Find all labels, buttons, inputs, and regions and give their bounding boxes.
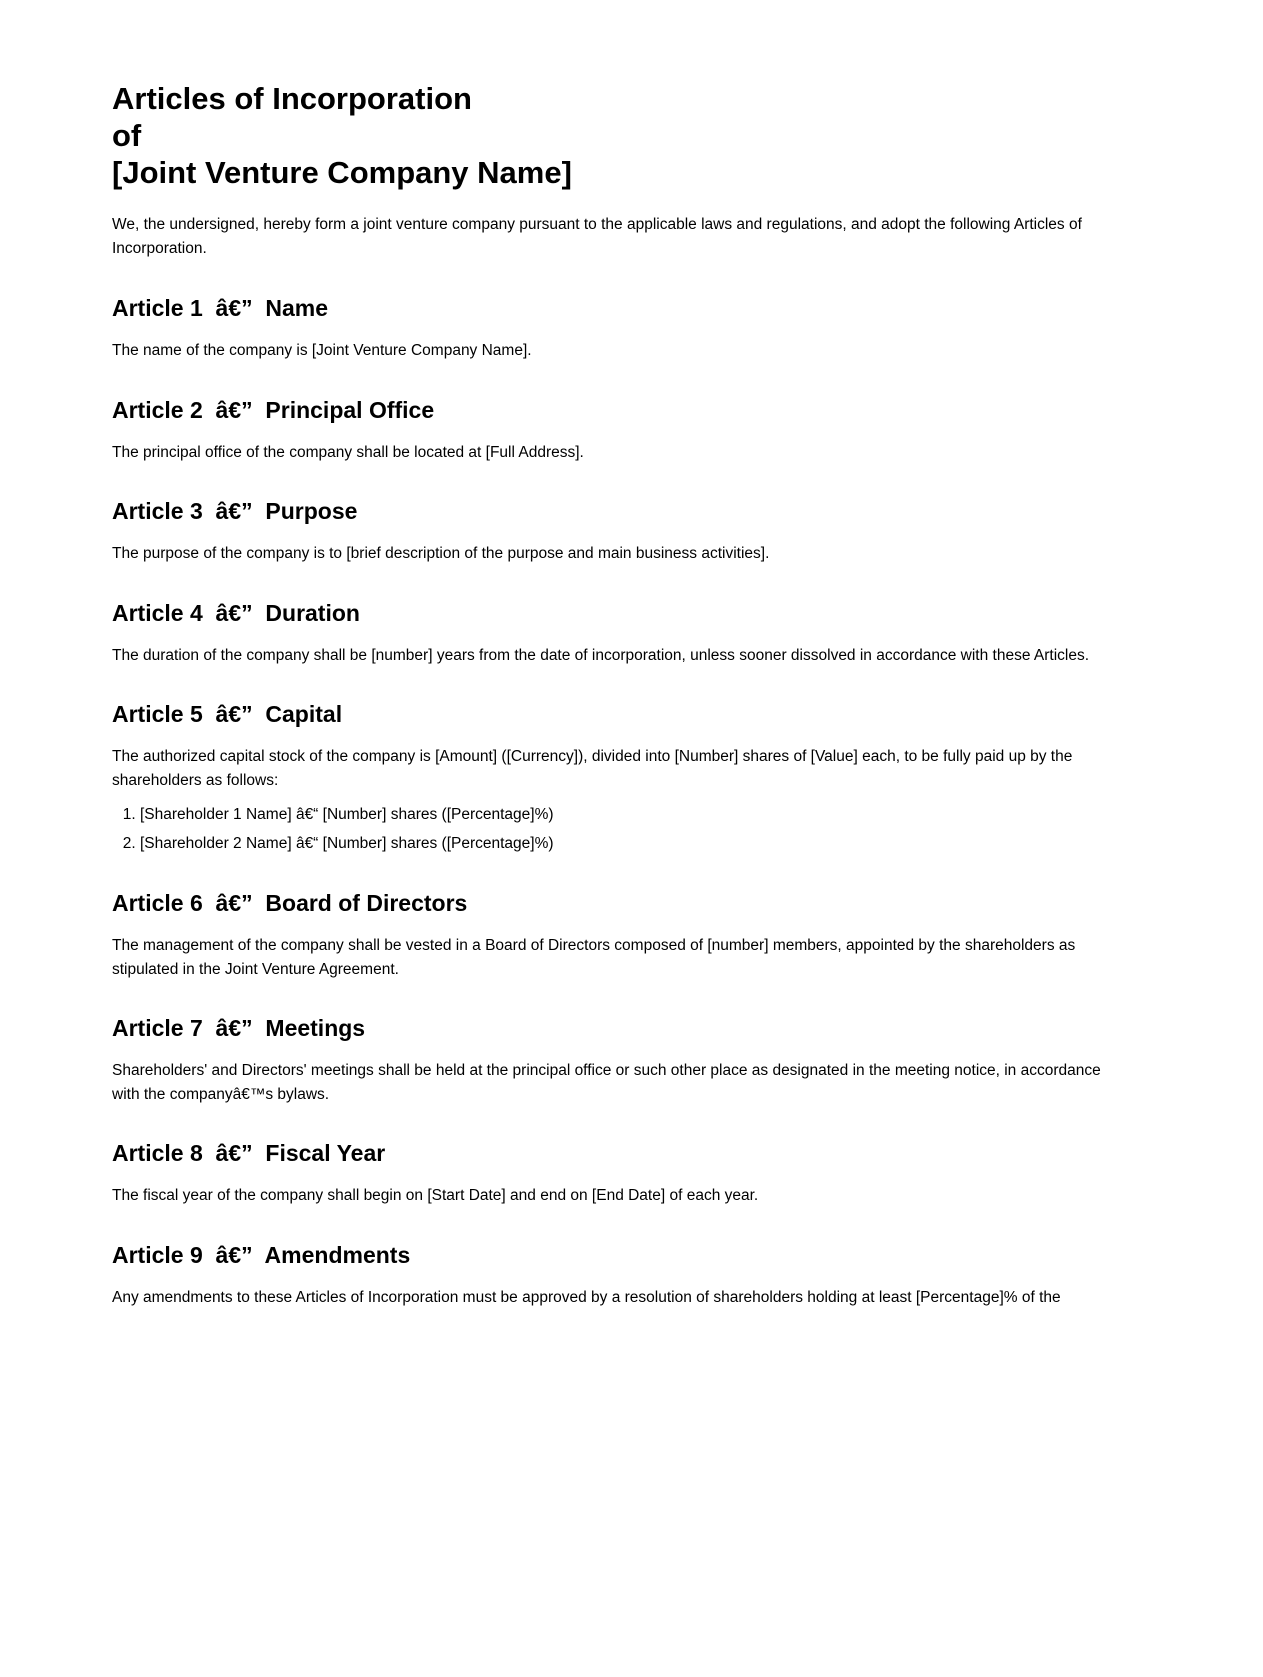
article-body: The name of the company is [Joint Venture Company Name].	[112, 342, 532, 359]
article-4	[112, 598, 1132, 668]
article-heading: Article 9 â€” Amendments	[112, 1241, 411, 1268]
document-page	[112, 80, 1132, 1341]
title-line-2: of	[112, 118, 142, 153]
article-heading: Article 5 â€” Capital	[112, 701, 343, 727]
article-heading: Article 6 â€” Board of Directors	[112, 890, 468, 916]
article-body: The authorized capital stock of the company is [Amount] ([Currency]), divided into [Number] shares of [Value] each, to be fully paid up by the shareholders as follows:	[112, 748, 1073, 789]
article-body: The management of the company shall be vested in a Board of Directors composed of [number] members, appointed by the shareholders as stipulated in the Joint Venture Agreement.	[112, 937, 1076, 978]
article-heading: Article 4 â€” Duration	[112, 599, 360, 626]
article-8	[112, 1138, 1132, 1208]
document-title	[112, 80, 1132, 191]
article-body: The duration of the company shall be [number] years from the date of incorporation, unless sooner dissolved in accordance with these Articles.	[112, 646, 1090, 664]
title-line-3: [Joint Venture Company Name]	[112, 155, 572, 190]
list-item: 2. [Shareholder 2 Name] â€“ [Number] shares ([Percentage]%)	[140, 829, 1132, 858]
article-1	[112, 293, 1132, 363]
article-heading: Article 8 â€” Fiscal Year	[112, 1140, 386, 1166]
article-body: Any amendments to these Articles of Incorporation must be approved by a resolution of shareholders holding at least [Percentage]% of the	[112, 1288, 1061, 1306]
article-body: The purpose of the company is to [brief description of the purpose and main business activities].	[112, 545, 770, 562]
article-body: The principal office of the company shall be located at [Full Address].	[112, 443, 584, 461]
article-heading: Article 1 â€” Name	[112, 295, 329, 321]
article-5	[112, 699, 1132, 858]
intro-paragraph: We, the undersigned, hereby form a joint venture company pursuant to the applicable laws and regulations, and adopt the following Articles of Incorporation.	[112, 216, 1082, 257]
article-body: Shareholders' and Directors' meetings shall be held at the principal office or such other place as designated in the meeting notice, in accordance with the companyâ€™s bylaws.	[112, 1062, 1101, 1103]
article-2	[112, 395, 1132, 465]
article-heading: Article 3 â€” Purpose	[112, 498, 358, 524]
article-7	[112, 1013, 1132, 1106]
title-line-1: Articles of Incorporation	[112, 81, 472, 116]
article-heading: Article 2 â€” Principal Office	[112, 396, 435, 423]
article-body: The fiscal year of the company shall begin on [Start Date] and end on [End Date] of each year.	[112, 1187, 759, 1204]
article-3	[112, 496, 1132, 566]
list-item: 1. [Shareholder 1 Name] â€“ [Number] shares ([Percentage]%)	[140, 800, 1132, 829]
article-6	[112, 888, 1132, 981]
article-heading: Article 7 â€” Meetings	[112, 1015, 366, 1041]
article-9	[112, 1240, 1132, 1310]
shareholder-list	[112, 800, 1132, 858]
